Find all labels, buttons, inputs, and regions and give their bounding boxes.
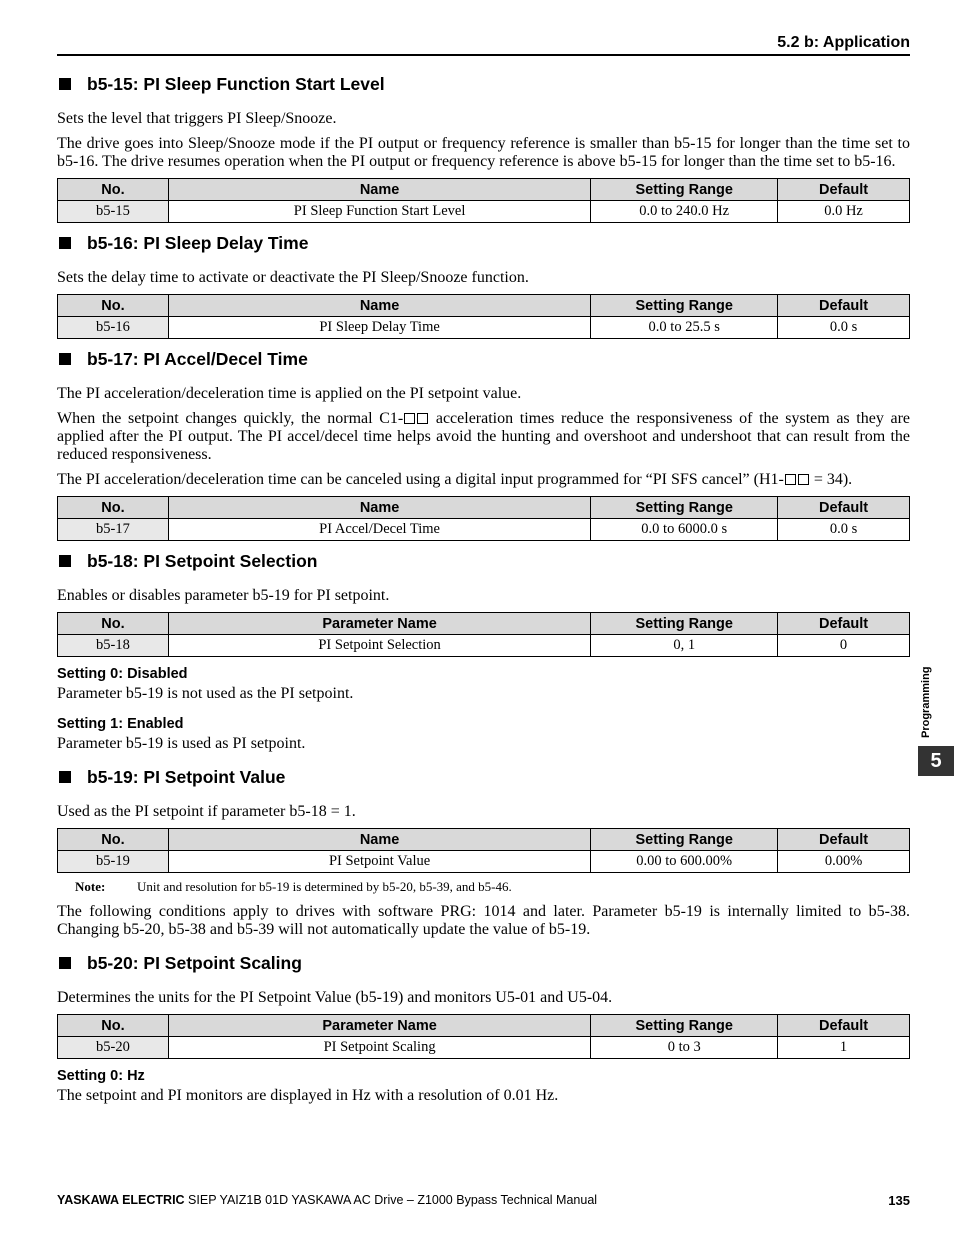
table-header-row: No. Name Setting Range Default [58, 179, 910, 201]
param-table-b5-16 [57, 294, 910, 339]
footer-manual-title: YASKAWA ELECTRIC SIEP YAIZ1B 01D YASKAWA AC Drive – Z1000 Bypass Technical Manual [57, 1193, 598, 1207]
paragraph: The drive goes into Sleep/Snooze mode if the PI output or frequency reference is smaller than b5-15 for longer than the time set to b5-16. The drive resumes operation when the PI output or frequency reference is above b5-15 for longer than the time set to b5-16. [57, 135, 910, 170]
square-bullet-icon [59, 237, 71, 249]
paragraph: Determines the units for the PI Setpoint Value (b5-19) and monitors U5-01 and U5-04. [57, 989, 613, 1006]
page-footer [57, 1193, 910, 1208]
placeholder-box-icon [404, 413, 415, 424]
square-bullet-icon [59, 78, 71, 90]
placeholder-box-icon [417, 413, 428, 424]
param-table-b5-20 [57, 1014, 910, 1059]
table-header-row: No. Name Setting Range Default [58, 829, 910, 851]
paragraph: Parameter b5-19 is used as PI setpoint. [57, 735, 306, 752]
table-row: b5-17 PI Accel/Decel Time 0.0 to 6000.0 s 0.0 s [58, 519, 910, 541]
heading-b5-16: b5-16: PI Sleep Delay Time [57, 231, 910, 255]
heading-b5-19: b5-19: PI Setpoint Value [57, 765, 910, 789]
table-header-row: No. Parameter Name Setting Range Default [58, 613, 910, 635]
param-table-b5-15 [57, 178, 910, 223]
paragraph: When the setpoint changes quickly, the normal C1- acceleration times reduce the responsiveness of the system as they are applied after the PI output. The PI accel/decel time helps avoid the hunting and overshoot and undershoot that can result from the reduced responsiveness. [57, 410, 911, 463]
square-bullet-icon [59, 771, 71, 783]
placeholder-box-icon [785, 474, 796, 485]
square-bullet-icon [59, 957, 71, 969]
chapter-tab: 5 [918, 746, 954, 776]
square-bullet-icon [59, 353, 71, 365]
setting-heading: Setting 0: Disabled [57, 666, 188, 682]
section-header: 5.2 b: Application [777, 34, 910, 51]
table-row: b5-18 PI Setpoint Selection 0, 1 0 [58, 635, 910, 657]
note: Note: Unit and resolution for b5-19 is determined by b5-20, b5-39, and b5-46. [75, 879, 512, 894]
paragraph: Enables or disables parameter b5-19 for PI setpoint. [57, 587, 390, 604]
table-row: b5-15 PI Sleep Function Start Level 0.0 to 240.0 Hz 0.0 Hz [58, 201, 910, 223]
paragraph: Used as the PI setpoint if parameter b5-18 = 1. [57, 803, 356, 820]
heading-b5-17: b5-17: PI Accel/Decel Time [57, 347, 910, 371]
chapter-side-label: Programming [920, 666, 932, 738]
square-bullet-icon [59, 555, 71, 567]
table-header-row: No. Name Setting Range Default [58, 497, 910, 519]
table-row: b5-19 PI Setpoint Value 0.00 to 600.00% 0.00% [58, 851, 910, 873]
placeholder-box-icon [798, 474, 809, 485]
table-row: b5-16 PI Sleep Delay Time 0.0 to 25.5 s 0.0 s [58, 317, 910, 339]
paragraph: The following conditions apply to drives with software PRG: 1014 and later. Parameter b5-19 is internally limited to b5-38. Changing b5-20, b5-38 and b5-39 will not automatically update the value of b5-19. [57, 903, 910, 938]
paragraph: The PI acceleration/deceleration time is applied on the PI setpoint value. [57, 385, 522, 402]
heading-b5-20: b5-20: PI Setpoint Scaling [57, 951, 910, 975]
paragraph: Sets the level that triggers PI Sleep/Snooze. [57, 110, 337, 127]
table-row: b5-20 PI Setpoint Scaling 0 to 3 1 [58, 1037, 910, 1059]
setting-heading: Setting 1: Enabled [57, 716, 184, 732]
table-header-row: No. Parameter Name Setting Range Default [58, 1015, 910, 1037]
heading-b5-18: b5-18: PI Setpoint Selection [57, 549, 910, 573]
table-header-row: No. Name Setting Range Default [58, 295, 910, 317]
heading-b5-15: b5-15: PI Sleep Function Start Level [57, 72, 910, 96]
paragraph: The setpoint and PI monitors are displayed in Hz with a resolution of 0.01 Hz. [57, 1087, 559, 1104]
page-number: 135 [888, 1193, 910, 1208]
paragraph: Parameter b5-19 is not used as the PI setpoint. [57, 685, 354, 702]
page-content [57, 72, 910, 1112]
setting-heading: Setting 0: Hz [57, 1068, 145, 1084]
param-table-b5-18 [57, 612, 910, 657]
param-table-b5-17 [57, 496, 910, 541]
paragraph: Sets the delay time to activate or deactivate the PI Sleep/Snooze function. [57, 269, 529, 286]
paragraph: The PI acceleration/deceleration time can be canceled using a digital input programmed for “PI SFS cancel” (H1- = 34). [57, 471, 853, 488]
header-rule [57, 54, 910, 56]
param-table-b5-19 [57, 828, 910, 873]
